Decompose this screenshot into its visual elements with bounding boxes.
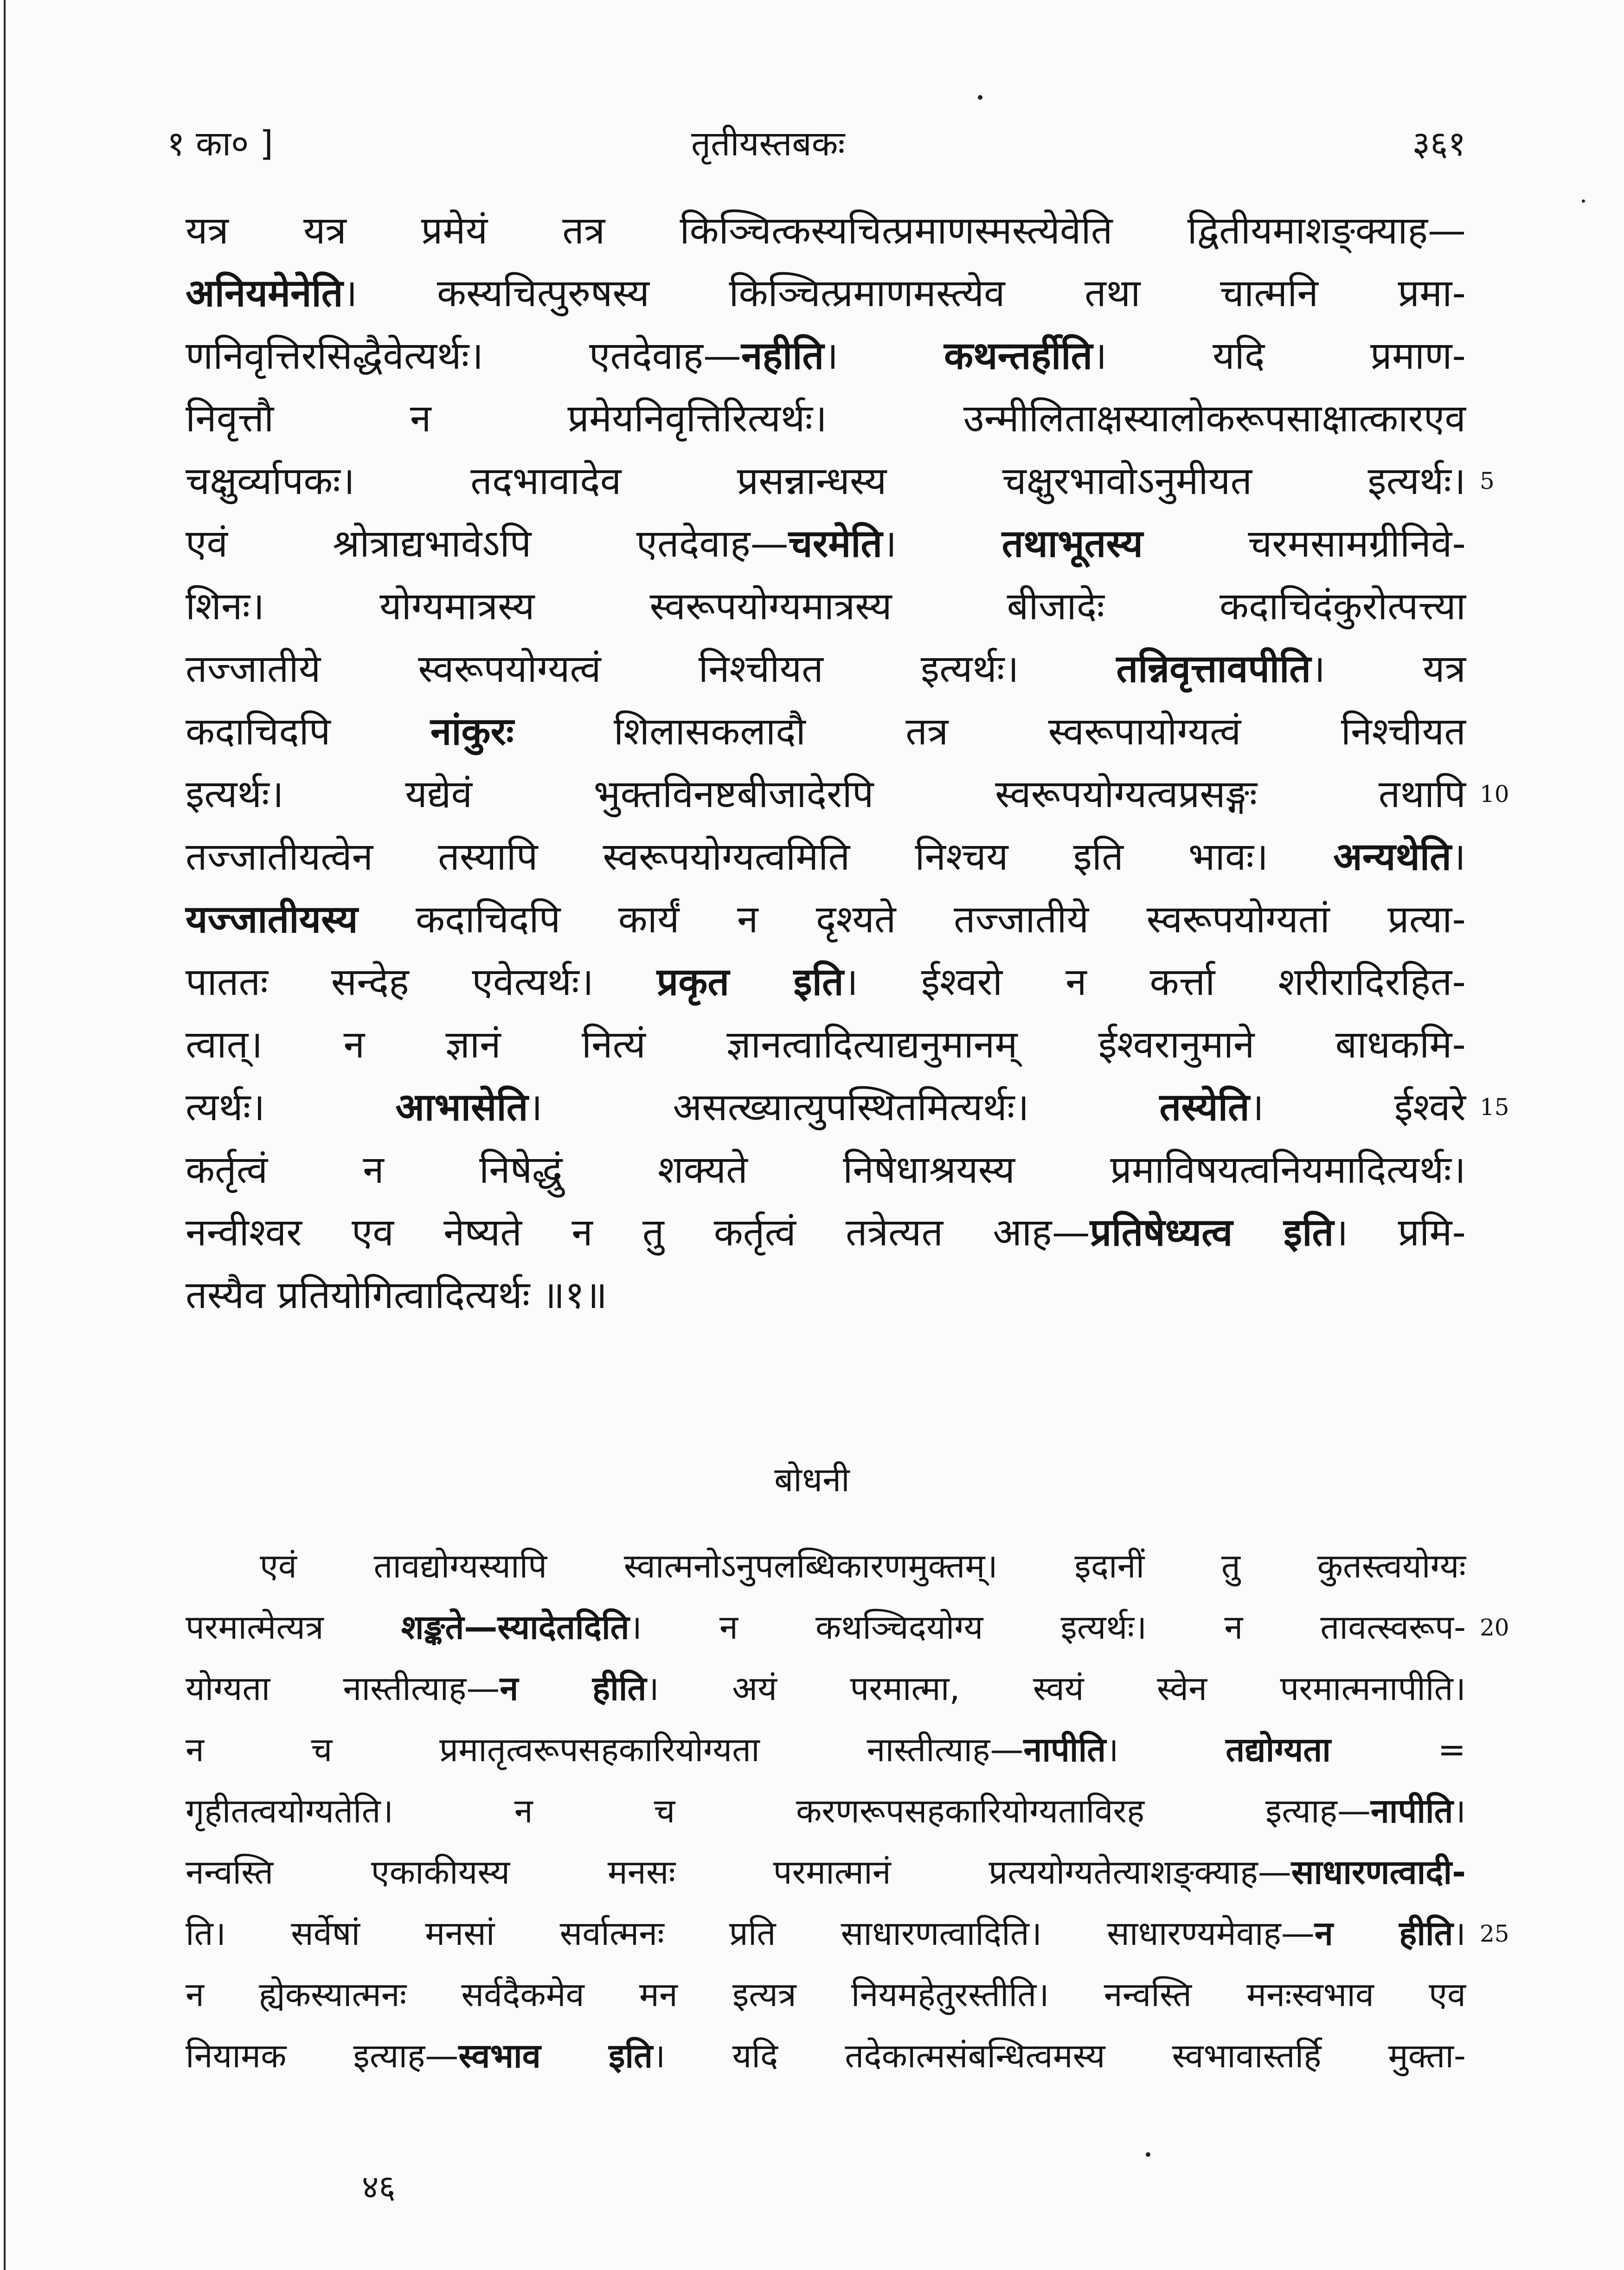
text-run: । ईश्वरे — [1249, 1085, 1466, 1129]
text-line — [186, 1658, 1466, 1719]
bold-lemma: नांकुरः — [430, 710, 514, 754]
text-line — [186, 1841, 1466, 1903]
bodhani-block — [186, 1535, 1509, 2086]
text-run: नन्वस्ति एकाकीयस्य मनसः परमात्मानं प्रत्ययोग्यतेत्याशङ्क्याह— — [186, 1853, 1291, 1892]
bold-lemma: प्रकृत इति — [656, 960, 844, 1004]
text-run: शिलासकलादौ तत्र स्वरूपायोग्यत्वं निश्चीयत — [514, 710, 1466, 754]
text-line — [186, 638, 1466, 700]
text-run: एवं तावद्योग्यस्यापि स्वात्मनोऽनुपलब्धिकारणमुक्तम्। इदानीं तु कुतस्त्वयोग्यः — [260, 1546, 1466, 1585]
text-run: चरमसामग्रीनिवे- — [1143, 522, 1466, 566]
bold-lemma: न हीति — [1314, 1914, 1453, 1953]
text-run: कदाचिदपि — [186, 710, 430, 754]
ink-speck — [1582, 199, 1585, 203]
text-run: परमात्मेत्यत्र — [186, 1608, 401, 1647]
text-run: । — [1451, 835, 1466, 879]
bold-lemma: तन्निवृत्तावपीति — [1116, 647, 1311, 691]
bold-lemma: नापीति — [1370, 1791, 1453, 1830]
text-line — [186, 888, 1466, 951]
section-heading: बोधनी — [774, 1460, 850, 1499]
text-run: शिनः। योग्यमात्रस्य स्वरूपयोग्यमात्रस्य बीजादेः कदाचिदंकुरोत्पत्त्या — [186, 584, 1466, 628]
text-run: ति। सर्वेषां मनसां सर्वात्मनः प्रति साधारणत्वादिति। साधारण्यमेवाह— — [186, 1914, 1315, 1953]
bold-lemma: साधारणत्वादी- — [1291, 1853, 1466, 1892]
text-run: त्यर्थः। — [186, 1085, 396, 1129]
line-number: 20 — [1480, 1614, 1509, 1641]
text-line — [186, 1264, 1466, 1327]
text-line — [186, 199, 1466, 262]
bold-lemma: स्वभाव इति — [458, 2036, 653, 2075]
text-run: । — [824, 334, 944, 378]
bold-lemma: नापीति — [1023, 1730, 1106, 1769]
text-run: योग्यता नास्तीत्याह— — [186, 1669, 500, 1708]
text-line — [186, 1780, 1466, 1841]
text-run: । यदि प्रमाण- — [1092, 334, 1466, 378]
text-run: । प्रमि- — [1334, 1211, 1466, 1255]
text-run: । ईश्वरो न कर्त्ता शरीरादिरहित- — [843, 960, 1466, 1004]
text-run: न ह्येकस्यात्मनः सर्वदैकमेव मन इत्यत्र नियमहेतुरस्तीति। नन्वस्ति मनःस्वभाव एव — [186, 1975, 1466, 2014]
line-number: 25 — [1480, 1920, 1509, 1947]
text-line — [186, 1139, 1466, 1201]
text-run: । यदि तदेकात्मसंबन्धित्वमस्य स्वभावास्तर्हि मुक्ता- — [653, 2036, 1466, 2075]
text-run: । — [1453, 1791, 1466, 1830]
bold-lemma: अनियमेनेति — [186, 271, 343, 315]
text-run: तज्जातीयत्वेन तस्यापि स्वरूपयोग्यत्वमिति निश्चय इति भावः। — [186, 835, 1334, 879]
ink-speck — [978, 95, 982, 100]
text-line — [186, 575, 1466, 638]
bold-lemma: तद्योग्यता — [1226, 1730, 1331, 1769]
bold-lemma: शङ्कते—स्यादेतदिति — [401, 1608, 629, 1647]
text-run: तज्जातीये स्वरूपयोग्यत्वं निश्चीयत इत्यर्थः। — [186, 647, 1117, 691]
header-page-number: ३६१ — [1412, 124, 1466, 164]
text-line — [186, 387, 1466, 450]
text-line — [186, 1719, 1466, 1780]
bold-lemma: यज्जातीयस्य — [186, 898, 358, 942]
page-edge-rule — [4, 0, 6, 2270]
line-number: 5 — [1480, 468, 1495, 494]
text-line — [186, 700, 1466, 763]
bold-lemma: प्रतिषेध्यत्व इति — [1090, 1211, 1334, 1255]
text-run: । — [882, 522, 1002, 566]
text-line — [186, 1013, 1466, 1076]
ink-speck — [1146, 2152, 1150, 2157]
text-run: कर्तृत्वं न निषेद्धुं शक्यते निषेधाश्रयस्य प्रमाविषयत्वनियमादित्यर्थः। — [186, 1148, 1466, 1192]
bold-lemma: न हीति — [500, 1669, 647, 1708]
text-run: । कस्यचित्पुरुषस्य किञ्चित्प्रमाणमस्त्येव तथा चात्मनि प्रमा- — [343, 271, 1466, 315]
text-run: = — [1330, 1730, 1466, 1769]
commentary-block — [186, 199, 1509, 1327]
text-line — [186, 763, 1509, 826]
text-run: निवृत्तौ न प्रमेयनिवृत्तिरित्यर्थः। उन्मीलिताक्षस्यालोकरूपसाक्षात्कारएव — [186, 397, 1466, 441]
text-run: एवं श्रोत्राद्यभावेऽपि एतदेवाह— — [186, 522, 789, 566]
text-line — [186, 2025, 1466, 2086]
text-run: यत्र यत्र प्रमेयं तत्र किञ्चित्कस्यचित्प्रमाणस्मस्त्येवेति द्वितीयमाशङ्क्याह— — [186, 209, 1466, 253]
header-section-ref: १ का० ] — [167, 124, 273, 164]
text-run: गृहीतत्वयोग्यतेति। न च करणरूपसहकारियोग्यताविरह इत्याह— — [186, 1791, 1371, 1830]
bold-lemma: आभासेति — [395, 1085, 528, 1129]
text-run: । न कथञ्चिदयोग्य इत्यर्थः। न तावत्स्वरूप- — [629, 1608, 1466, 1647]
text-line — [186, 450, 1495, 513]
text-line — [186, 262, 1466, 325]
text-line — [186, 1903, 1509, 1964]
text-run: तस्यैव प्रतियोगित्वादित्यर्थः ॥१॥ — [186, 1273, 608, 1317]
text-run: नन्वीश्वर एव नेष्यते न तु कर्तृत्वं तत्रेत्यत आह— — [186, 1211, 1090, 1255]
line-number: 15 — [1480, 1094, 1509, 1121]
text-line — [186, 513, 1466, 575]
text-run: नियामक इत्याह— — [186, 2036, 459, 2075]
text-line — [186, 1597, 1509, 1658]
text-run: चक्षुर्व्यापकः। तदभावादेव प्रसन्नान्धस्य चक्षुरभावोऽनुमीयत इत्यर्थः। — [186, 459, 1466, 503]
line-number: 10 — [1480, 781, 1509, 808]
bold-lemma: चरमेति — [788, 522, 883, 566]
text-run: । असत्ख्यात्युपस्थितमित्यर्थः। — [528, 1085, 1160, 1129]
text-run: । — [1453, 1914, 1466, 1953]
bold-lemma: कथन्तर्हीति — [944, 334, 1093, 378]
text-line — [186, 951, 1466, 1013]
text-run: त्वात्। न ज्ञानं नित्यं ज्ञानत्वादित्याद्यनुमानम् ईश्वरानुमाने बाधकमि- — [186, 1023, 1466, 1067]
header-title: तृतीयस्तबकः — [691, 124, 845, 164]
signature-mark: ४६ — [362, 2168, 396, 2206]
text-line — [186, 1201, 1466, 1264]
text-run: । यत्र — [1311, 647, 1466, 691]
text-line — [186, 1535, 1466, 1597]
bold-lemma: तस्येति — [1159, 1085, 1250, 1129]
text-line — [186, 1964, 1466, 2025]
bold-lemma: तथाभूतस्य — [1001, 522, 1143, 566]
text-line — [186, 1076, 1509, 1139]
text-run: न च प्रमातृत्वरूपसहकारियोग्यता नास्तीत्याह— — [186, 1730, 1024, 1769]
running-header — [167, 116, 1466, 186]
text-run: । अयं परमात्मा, स्वयं स्वेन परमात्मनापीति। — [646, 1669, 1466, 1708]
text-run: । — [1106, 1730, 1226, 1769]
text-run: इत्यर्थः। यद्येवं भुक्तविनष्टबीजादेरपि स्वरूपयोग्यत्वप्रसङ्गः तथापि — [186, 772, 1466, 816]
text-line — [186, 826, 1466, 888]
text-run: णनिवृत्तिरसिद्धैवेत्यर्थः। एतदेवाह— — [186, 334, 741, 378]
text-line — [186, 325, 1466, 387]
bold-lemma: नहीति — [741, 334, 824, 378]
bold-lemma: अन्यथेति — [1333, 835, 1451, 879]
text-run: पाततः सन्देह एवेत्यर्थः। — [186, 960, 657, 1004]
text-run: कदाचिदपि कार्यं न दृश्यते तज्जातीये स्वरूपयोग्यतां प्रत्या- — [358, 898, 1466, 942]
